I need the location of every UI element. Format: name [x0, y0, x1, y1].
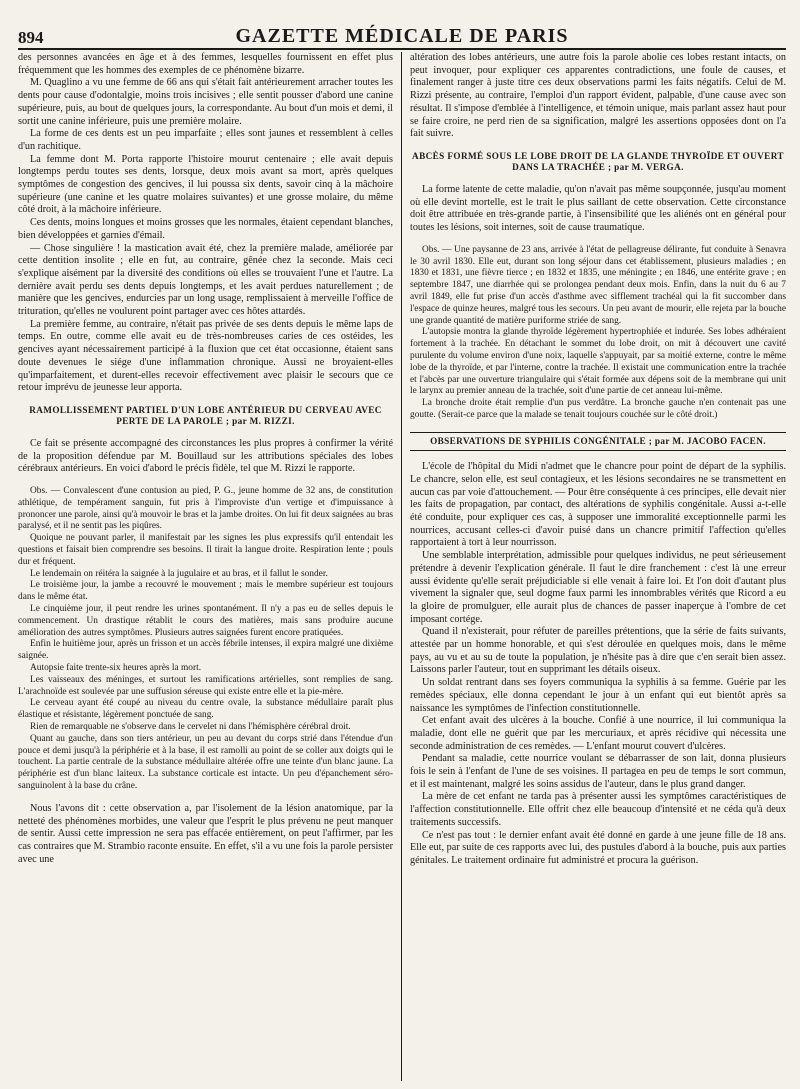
paragraph: Un soldat rentrant dans ses foyers communiqua la syphilis à sa femme. Guérie par les remèdes spéciaux, elle donna cependant le jour à un enfant qui eut bientôt après sa naissance les symptômes de l'infection constitutionnelle. — [410, 677, 786, 714]
paragraph: Nous l'avons dit : cette observation a, par l'isolement de la lésion anatomique, par la netteté des phénomènes morbides, une valeur que l'esprit le plus prévenu ne peut manquer de sentir. Aussi cette impression ne sera pas effacée entièrement, on peut l'affirmer, par les cas contraires que M. Strambio raconte ensuite. En effet, s'il a vu une fois la parole persister avec une — [18, 802, 393, 865]
section-title-facen: OBSERVATIONS DE SYPHILIS CONGÉNITALE ; par M. JACOBO FACEN. — [410, 432, 786, 452]
columns — [18, 52, 786, 1081]
observation-paragraph: Obs. — Une paysanne de 23 ans, arrivée à l'état de pellagreuse délirante, fut conduite à Senavra le 30 avril 1830. Elle eut, durant son long séjour dans cet établissement, plusieurs maladies ; en 1830 et 1831, une fièvre tierce ; en 1832 et 1835, une méningite ; en 1846, une entérite grave ; en septembre 1847, une diarrhée qui se prolongea pendant deux mois. Enfin, dans la nuit du 6 au 7 avril 1849, elle fut prise d'un accès d'asthme avec sifflement trachéal qui la fit succomber dans l'espace de quinze heures, malgré tous les secours. Un peu avant de mourir, elle rejeta par la bouche une grande quantité de matière puriforme striée de sang. — [410, 244, 786, 326]
paragraph: des personnes avancées en âge et à des femmes, lesquelles fournissent en effet plus fréquemment que les hommes des exemples de ce phénomène bizarre. — [18, 52, 393, 76]
journal-title: GAZETTE MÉDICALE DE PARIS — [235, 25, 569, 47]
section-title-verga: ABCÈS FORMÉ SOUS LE LOBE DROIT DE LA GLANDE THYROÏDE ET OUVERT DANS LA TRACHÉE ; par M. VERGA. — [412, 150, 784, 173]
paragraph: Ce n'est pas tout : le dernier enfant avait été donné en garde à une jeune fille de 18 ans. Elle eut, par suite de ces rapports avec lui, des pustules d'abord à la bouche, puis aux parties génitales. Le traitement ordinaire fut administré et procura la guérison. — [410, 829, 786, 866]
paragraph: L'école de l'hôpital du Midi n'admet que le chancre pour point de départ de la syphilis. Le chancre, selon elle, est seul contagieux, et les lésions secondaires ne se transmettent en aucun cas par voie d'attouchement. — Pour être conséquente à ces principes, elle devait nier les faits de propagation, par contact, des altérations de syphilis congénitale. Aussi a-t-elle été conduite, pour expliquer ces cas, à supposer une immoralité exceptionnelle parmi les nourrices, accusant celles-ci d'avoir puisé dans un chancre primitif l'affection qu'elles rapportaient à tort à leur nourrisson. — [410, 461, 786, 549]
paragraph: Rien de remarquable ne s'observe dans le cervelet ni dans l'hémisphère cérébral droit. — [30, 722, 351, 733]
page-header — [18, 12, 786, 50]
paragraph: Quant au gauche, dans son tiers antérieur, un peu au devant du corps strié dans l'étendue d'un pouce et demi jusqu'à la périphérie et à la base, il est ramolli au point de se coller aux doigts qui le touchent. La partie centrale de la substance médullaire altérée offre une teinte d'un blanc jaune. La périphérie est d'un blanc laiteux. La substance corticale est intacte. Un peu d'épanchement séro-sanguinolent à la base du crâne. — [18, 733, 393, 792]
paragraph: Le lendemain on réitéra la saignée à la jugulaire et au bras, et il fallut le sonder. — [30, 568, 328, 579]
section-title-rizzi: RAMOLLISSEMENT PARTIEL D'UN LOBE ANTÉRIEUR DU CERVEAU AVEC PERTE DE LA PAROLE ; par M. RIZZI. — [29, 404, 382, 427]
observation-paragraph: Obs. — Convalescent d'une contusion au pied, P. G., jeune homme de 32 ans, de constitution athlétique, de tempérament sanguin, fut pris à l'improviste d'un vertige et d'impuissance à prononcer une parole, ainsi qu'à mouvoir le bras et la jambe droites. On lui fit deux saignées au bras paralysé, et il ne sentit pas les piqûres. — [18, 486, 394, 532]
paragraph: Autopsie faite trente-six heures après la mort. — [30, 663, 202, 674]
paragraph: La bronche droite était remplie d'un pus verdâtre. La bronche gauche n'en contenait pas une goutte. (Serait-ce parce que la malade se tenait toujours couchée sur le côté droit.) — [410, 398, 786, 420]
paragraph: La première femme, au contraire, n'était pas privée de ses dents depuis le même laps de temps. En outre, comme elle avait eu de très-nombreuses caries de ces ostéides, les gencives ayant nécessairement participé à la fluxion que cet état occasionne, étaient sans doute devenues le siége d'une inflammation chronique. Aussi ne broyaient-elles qu'imparfaitement, et durent-elles recevoir effectivement avec plaisir le secours que ce retour imprévu de jeunesse leur apporta. — [18, 318, 393, 394]
paragraph: Le troisième jour, la jambe a recouvré le mouvement ; mais le membre supérieur est toujours dans le même état. — [18, 580, 393, 603]
paragraph: Quand il n'existerait, pour réfuter de pareilles prétentions, que la série de faits suivants, attestée par un homme honorable, et qui s'est déroulée en quelques mois, dans le même pays, au vu et au su de toute la population, je n'hésite pas à dire que c'en serait bien assez. Laissons parler l'auteur, tout en supprimant les détails oiseux. — [410, 626, 786, 676]
paragraph: La mère de cet enfant ne tarda pas à présenter aussi les symptômes caractéristiques de l'affection constitutionnelle. Elle offrit chez elle beaucoup d'intensité et ne céda qu'à deux traitements successifs. — [410, 791, 786, 828]
spacer — [18, 476, 393, 486]
paragraph: Une semblable interprétation, admissible pour quelques individus, ne peut sérieusement prétendre à devenir l'explication générale. Il faut le dire franchement : c'est là une erreur aussi évidente qu'elle serait préjudiciable si elle venait à faire loi. Et l'on doit d'autant plus vivement la signaler que, seul dogme faux parmi les innombrables vérités que Ricord a eu la gloire de promulguer, elle aurait plus de chances de passer inaperçue à l'ombre de cet imposant cortége. — [410, 550, 786, 625]
paragraph: La forme latente de cette maladie, qu'on n'avait pas même soupçonnée, jusqu'au moment où elle devint mortelle, est le trait le plus saillant de cette observation. Cette circonstance doit être attribuée en très-grande partie, à l'insensibilité que les aliénés ont en général pour toutes les lésions, soit internes, soit de cause traumatique. — [410, 183, 786, 234]
paragraph: Enfin le huitième jour, après un frisson et un accès fébrile intenses, il expira malgré une dixième saignée. — [18, 639, 393, 662]
paragraph: Ce fait se présente accompagné des circonstances les plus propres à confirmer la vérité de la proposition défendue par M. Bouillaud sur les attributions spéciales des lobes cérébraux antérieurs. En voici d'abord le précis fidèle, tel que M. Rizzi le rapporte. — [18, 437, 393, 475]
paragraph: — Chose singulière ! la mastication avait été, chez la première malade, améliorée par cette dentition insolite ; elle en fut, au contraire, gênée chez la seconde. Mais ceci s'explique aisément par la diversité des conditions où elles se trouvaient l'une et l'autre. La dernière avait perdu ses dents depuis longtemps, et les avait perdues naturellement ; de manière que les gencives, endurcies par un long usage, remplissaient à merveille l'office de trituration, qu'elles ne voulurent point partager avec ces hôtes attardés. — [18, 242, 393, 318]
right-column — [402, 52, 786, 1081]
spacer — [410, 235, 786, 245]
paragraph: Le cinquième jour, il peut rendre les urines spontanément. Il n'y a pas eu de selles depuis le commencement. Un drastique rétablit le cours des matières, mais sans produire aucune amélioration des autres symptômes. Plusieurs autres saignées furent encore pratiquées. — [18, 604, 393, 638]
paragraph: Les vaisseaux des méninges, et surtout les ramifications artérielles, sont remplies de sang. L'arachnoïde est soulevée par une suffusion séreuse qui existe entre elle et la pie-mère. — [18, 674, 393, 697]
page-number: 894 — [18, 28, 44, 47]
left-column — [18, 52, 402, 1081]
paragraph: La femme dont M. Porta rapporte l'histoire mourut centenaire ; elle avait depuis longtemps perdu toutes ses dents, lorsque, deux mois avant sa mort, après quelques symptômes de congestion des gencives, il lui poussa six dents, savoir cinq à la mâchoire supérieure (une canine et les quatre molaires suivantes) et une grosse molaire, du même côté droit, à la mâchoire inférieure. — [18, 153, 393, 216]
paragraph: Pendant sa maladie, cette nourrice voulant se débarrasser de son lait, donna plusieurs fois le sein à l'enfant de l'une de ses voisines. Il partagea en peu de temps le sort commun, et il est maintenant, malgré les soins assidus de l'auteur, dans le plus grand danger. — [410, 753, 786, 790]
spacer — [18, 793, 393, 803]
paragraph: M. Quaglino a vu une femme de 66 ans qui s'était fait antérieurement arracher toutes les dents pour cause d'odontalgie, moins trois incisives ; elle sentit pousser d'abord une canine supérieure, puis, au bout de quelques jours, la correspondante. Au bout d'un mois et demi, il sortit une canine inférieure, puis une première molaire. — [18, 77, 393, 127]
paragraph: Ces dents, moins longues et moins grosses que les normales, étaient cependant blanches, bien développées et garnies d'émail. — [18, 217, 393, 241]
paragraph: L'autopsie montra la glande thyroïde légèrement hypertrophiée et indurée. Ses lobes adhéraient fortement à la trachée. En détachant le sommet du lobe droit, on mit à découvert une cavité purulente du volume environ d'une noix, laquelle s'appuyait, par sa moitié externe, contre le même lobe de la thyroïde, et par l'interne, contre la trachée. Il existait une communication entre la trachée et l'abcès par une ouverture triangulaire qui s'était formée aux dépens soit de la membrane qui unit le larynx au premier anneau de la trachée, soit d'une partie de cet anneau lui-même. — [410, 327, 786, 397]
paragraph: Quoique ne pouvant parler, il manifestait par les signes les plus expressifs qu'il entendait les questions et faisait bien comprendre ses besoins. Il tirait la langue droite. Respiration lente ; pouls dur et fréquent. — [18, 533, 393, 567]
paragraph: altération des lobes antérieurs, une autre fois la parole abolie ces lobes restant intacts, on peut invoquer, pour expliquer ces apparentes contradictions, une foule de causes, et finalement ranger à juste titre ces deux observations parmi les faits négatifs. Celui de M. Rizzi présente, au contraire, l'emploi d'un rapport évident, palpable, d'une cause avec son résultat. Il s'impose d'emblée à l'intelligence, et témoin unique, mais parlant assez haut pour se faire croire, ne perd rien de sa signification, malgré les assertions opposées dont on l'a fait suivre. — [410, 52, 786, 140]
paragraph: Cet enfant avait des ulcères à la bouche. Confié à une nourrice, il lui communiqua la maladie, dont elle ne guérit que par les mercuriaux, et après récidive qui nécessita une seconde administration de ces remèdes. — L'enfant mourut couvert d'ulcères. — [410, 715, 786, 752]
paragraph: La forme de ces dents est un peu imparfaite ; elles sont jaunes et ressemblent à celles d'un rachitique. — [18, 128, 393, 152]
paragraph: Le cerveau ayant été coupé au niveau du centre ovale, la substance médullaire paraît plus élastique et résistante, légèrement ponctuée de sang. — [18, 698, 393, 721]
